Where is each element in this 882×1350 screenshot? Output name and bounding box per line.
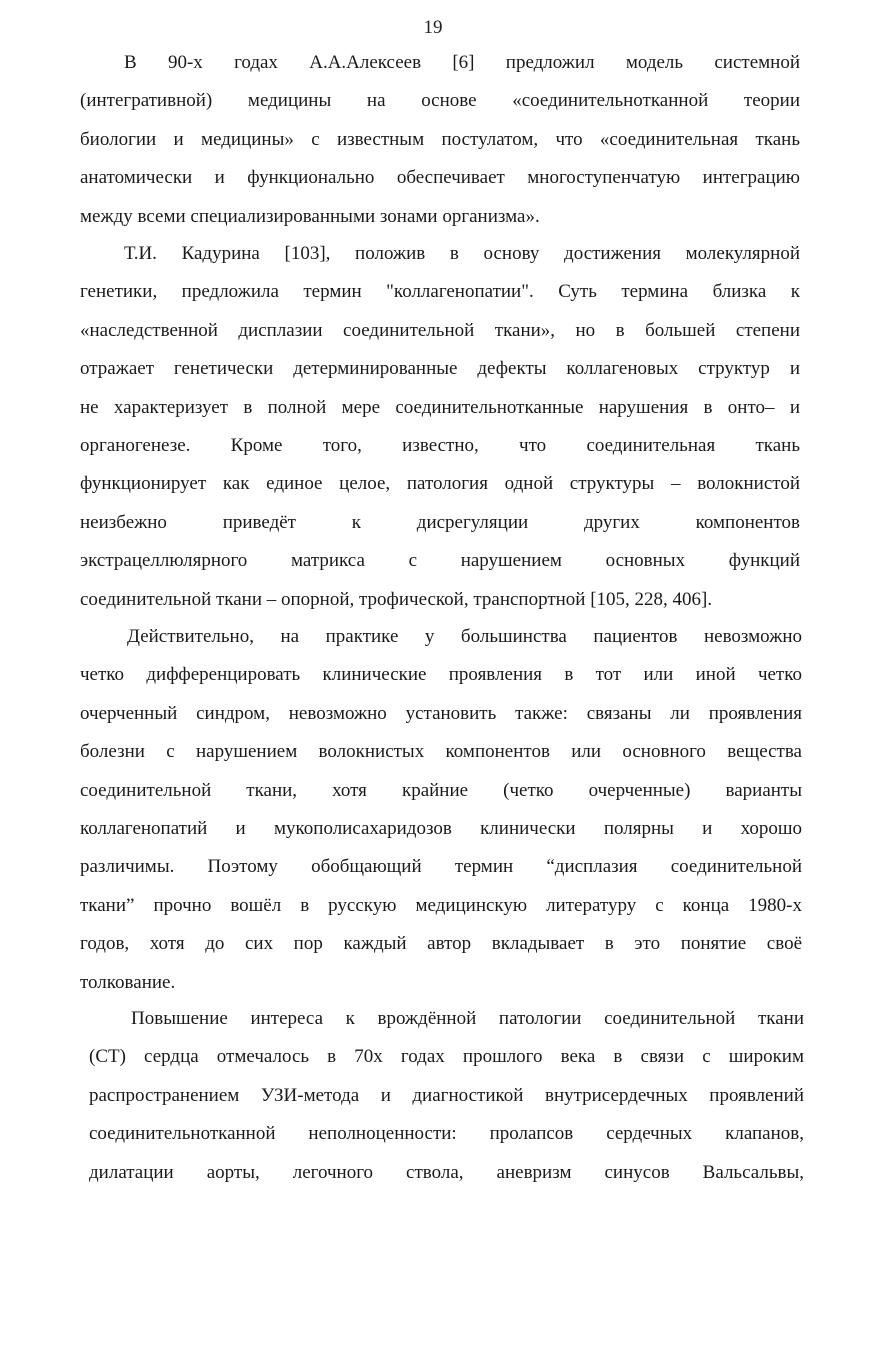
paragraph-line: «наследственной дисплазии соединительной ткани», но в большей степени bbox=[80, 319, 800, 341]
paragraph-line: толкование. bbox=[80, 971, 176, 993]
paragraph-line: ткани” прочно вошёл в русскую медицинскую литературу с конца 1980-х bbox=[80, 894, 802, 916]
paragraph-line: (интегративной) медицины на основе «соединительнотканной теории bbox=[80, 90, 800, 112]
paragraph-2 bbox=[0, 235, 882, 619]
paragraph-line: В 90-х годах А.А.Алексеев [6] предложил модель системной bbox=[124, 52, 800, 73]
paragraph-line: Т.И. Кадурина [103], положив в основу достижения молекулярной bbox=[124, 243, 800, 264]
paragraph-line: дилатации аорты, легочного ствола, аневризм синусов Вальсальвы, bbox=[89, 1161, 804, 1183]
paragraph-line: генетики, предложила термин "коллагенопатии". Суть термина близка к bbox=[80, 281, 800, 303]
paragraph-1 bbox=[0, 44, 882, 236]
paragraph-line: не характеризует в полной мере соединительнотканные нарушения в онто– и bbox=[80, 396, 800, 418]
paragraph-line: анатомически и функционально обеспечивает многоступенчатую интеграцию bbox=[80, 167, 800, 189]
paragraph-line: органогенезе. Кроме того, известно, что соединительная ткань bbox=[80, 434, 800, 456]
paragraph-line: биологии и медицины» с известным постулатом, что «соединительная ткань bbox=[80, 128, 800, 150]
paragraph-line: соединительной ткани, хотя крайние (четко очерченные) варианты bbox=[80, 779, 802, 801]
paragraph-line: отражает генетически детерминированные дефекты коллагеновых структур и bbox=[80, 358, 800, 380]
paragraph-line: (СТ) сердца отмечалось в 70х годах прошлого века в связи с широким bbox=[89, 1046, 804, 1068]
paragraph-line: экстрацеллюлярного матрикса с нарушением основных функций bbox=[80, 550, 800, 572]
paragraph-4 bbox=[0, 1000, 882, 1192]
paragraph-line: Повышение интереса к врождённой патологии соединительной ткани bbox=[131, 1008, 804, 1029]
paragraph-line: неизбежно приведёт к дисрегуляции других компонентов bbox=[80, 511, 800, 533]
paragraph-line: Действительно, на практике у большинства пациентов невозможно bbox=[127, 626, 802, 647]
paragraph-line: между всеми специализированными зонами организма». bbox=[80, 205, 540, 227]
paragraph-line: коллагенопатий и мукополисахаридозов клинически полярны и хорошо bbox=[80, 817, 802, 839]
paragraph-line: четко дифференцировать клинические проявления в тот или иной четко bbox=[80, 664, 802, 686]
paragraph-line: соединительнотканной неполноценности: пролапсов сердечных клапанов, bbox=[89, 1123, 804, 1145]
paragraph-line: болезни с нарушением волокнистых компонентов или основного вещества bbox=[80, 741, 802, 763]
paragraph-line: распространением УЗИ-метода и диагностикой внутрисердечных проявлений bbox=[89, 1084, 804, 1106]
paragraph-line: функционирует как единое целое, патология одной структуры – волокнистой bbox=[80, 473, 800, 495]
paragraph-line: соединительной ткани – опорной, трофической, транспортной [105, 228, 406]. bbox=[80, 588, 713, 610]
paragraph-line: годов, хотя до сих пор каждый автор вкладывает в это понятие своё bbox=[80, 933, 802, 955]
page-number: 19 bbox=[423, 17, 443, 38]
paragraph-3 bbox=[0, 618, 882, 1002]
paragraph-line: очерченный синдром, невозможно установить также: связаны ли проявления bbox=[80, 702, 802, 724]
paragraph-line: различимы. Поэтому обобщающий термин “дисплазия соединительной bbox=[80, 856, 802, 878]
